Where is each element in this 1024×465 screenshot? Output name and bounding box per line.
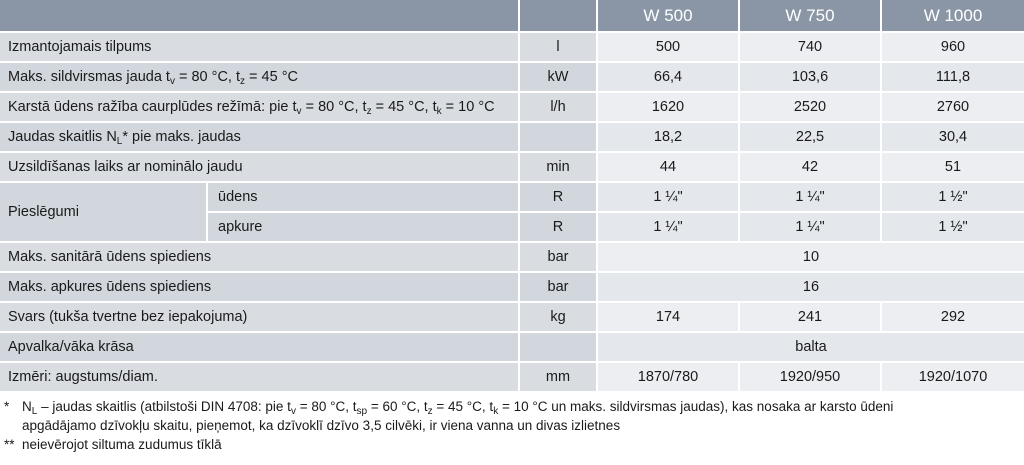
cell-w750: 22,5 [740,123,882,153]
cell-w1000: 30,4 [882,123,1024,153]
cell-merged: balta [598,333,1024,363]
row-label: Svars (tukša tvertne bez iepakojuma) [0,303,520,333]
row-unit: bar [520,273,598,303]
row-unit: R [520,213,598,243]
row-unit: bar [520,243,598,273]
row-label: Izmantojamais tilpums [0,33,520,63]
row-sublabel: ūdens [208,183,520,213]
cell-w1000: 960 [882,33,1024,63]
table-row [0,183,1024,213]
table-row [0,93,1024,123]
cell-merged: 16 [598,273,1024,303]
row-unit [520,333,598,363]
cell-w750: 103,6 [740,63,882,93]
cell-w1000: 51 [882,153,1024,183]
cell-w1000: 1 ½" [882,213,1024,243]
footnote-1-line2: apgādājamo dzīvokļu skaitu, pieņemot, ka dzīvoklī dzīvo 3,5 cilvēki, ir viena vanna un divas izlietnes [22,418,621,433]
row-unit: min [520,153,598,183]
footnote-mark: ** [4,437,15,452]
row-unit: kg [520,303,598,333]
table-row [0,273,1024,303]
table-row [0,123,1024,153]
row-unit [520,123,598,153]
cell-w750: 241 [740,303,882,333]
cell-w500: 500 [598,33,740,63]
row-label: Jaudas skaitlis $N_L*$ pie maks. jaudas [0,123,520,153]
cell-w1000: 1 ½" [882,183,1024,213]
footnote-text: $N_L$ – jaudas skaitlis (atbilstoši DIN 4708: pie $t_v = 80$ °C, $t_{sp} = 60$ °C, $t_z = 45$ °C, $t_k = 10$ °C un maks. sildvirsmas jaudas), kas nosaka ar karsto ūdeni [22,399,894,417]
row-label: Maks. apkures ūdens spiediens [0,273,520,303]
cell-w750: 42 [740,153,882,183]
cell-w750: 2520 [740,93,882,123]
row-label: Maks. sanitārā ūdens spiediens [0,243,520,273]
row-unit: R [520,183,598,213]
cell-w500: 1870/780 [598,363,740,393]
table-row [0,363,1024,393]
table-row [0,243,1024,273]
row-unit: mm [520,363,598,393]
header-blank [0,0,520,33]
row-unit: l [520,33,598,63]
cell-w500: 18,2 [598,123,740,153]
cell-merged: 10 [598,243,1024,273]
header-w500: W 500 [598,0,740,33]
cell-w1000: 2760 [882,93,1024,123]
cell-w500: 1620 [598,93,740,123]
cell-w500: 66,4 [598,63,740,93]
row-unit: kW [520,63,598,93]
footnote-1 [0,397,1024,416]
cell-w750: 740 [740,33,882,63]
cell-w500: 1 ¼" [598,213,740,243]
cell-w750: 1 ¼" [740,213,882,243]
cell-w750: 1920/950 [740,363,882,393]
row-sublabel: apkure [208,213,520,243]
cell-w1000: 1920/1070 [882,363,1024,393]
table-row [0,153,1024,183]
cell-w500: 1 ¼" [598,183,740,213]
row-label: Pieslēgumi [0,183,208,243]
row-unit: l/h [520,93,598,123]
row-label: Izmēri: augstums/diam. [0,363,520,393]
header-row [0,0,1024,33]
row-label: Maks. sildvirsmas jauda $t_v = 80$ °C, $t_z = 45$ °C [0,63,520,93]
table-row [0,333,1024,363]
cell-w1000: 292 [882,303,1024,333]
cell-w1000: 111,8 [882,63,1024,93]
footnote-2 [0,435,1024,454]
table-row [0,303,1024,333]
footnote-text: neievērojot siltuma zudumus tīklā [22,437,222,452]
header-unit [520,0,598,33]
row-label: Karstā ūdens ražība caurplūdes režīmā: pie $t_v = 80$ °C, $t_z = 45$ °C, $t_k = 10$ °C [0,93,520,123]
table-row [0,63,1024,93]
cell-w500: 174 [598,303,740,333]
cell-w500: 44 [598,153,740,183]
header-w1000: W 1000 [882,0,1024,33]
footnote-mark: * [4,399,10,414]
row-label: Uzsildīšanas laiks ar nominālo jaudu [0,153,520,183]
row-label: Apvalka/vāka krāsa [0,333,520,363]
table-row [0,33,1024,63]
header-w750: W 750 [740,0,882,33]
cell-w750: 1 ¼" [740,183,882,213]
footnotes [0,397,1024,454]
